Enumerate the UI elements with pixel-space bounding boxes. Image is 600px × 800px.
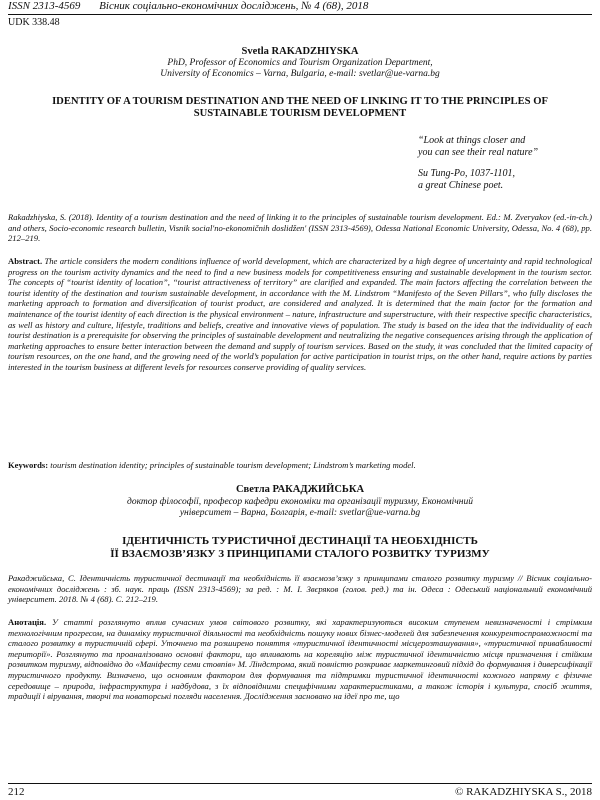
author-affiliation-en bbox=[8, 58, 592, 80]
paper-title-en: IDENTITY OF A TOURISM DESTINATION AND THE NEED OF LINKING IT TO THE PRINCIPLES OF SUSTAINABLE TOURISM DEVELOPMENT bbox=[52, 96, 548, 119]
epigraph bbox=[418, 135, 598, 201]
citation-ua: Ракаджийська, С. Ідентичність туристичної дестинації та необхідність її взаємозв’язку з принципами сталого розвитку туризму // Вісник соціально-економічних досліджень : зб. наук. праць (ISSN 2313-4569); за ред. : М. І. Звєряков (голов. ред.) та ін. Одеса : Одеський національний економічний університет. 2018. № 4 (68). С. 212–219. bbox=[8, 573, 592, 605]
abstract-en bbox=[8, 256, 592, 373]
citation-en: Rakadzhiyska, S. (2018). Identity of a tourism destination and the need of linking it to the principles of sustainable tourism development. Ed.: M. Zveryakov (ed.-in-ch.) and others, Socio-economic research bulletin, Visnik social'no-ekonomičnih doslidžen' (ISSN 2313-4569), Odessa National Economic University, Odessa, No. 4 (68), pp. 212–219. bbox=[8, 212, 592, 243]
abstract-text-en: The article considers the modern conditions influence of world development, which are characterized by a high degree of uncertainty and rapid technological progress on the tourism activity dynamics and the need to find a new business models for competitiveness ensuring and sustainable development in the tourism sector. The concepts of “tourist identity of location”, “tourist attractiveness of territory” are clarified and expanded. The main factors affecting the correlation between the tourist identity of the destination and tourism sustainable development, in accordance with the M. Lindstrom “Manifesto of the Seven Pillars”, who fully discloses the marketing approach to formation and diversification of tourist product, are considered and analyzed. It is determined that the main factor for the formation and maintenance of the tourist identity of each direction is the physical environment – nature, infrastructure and superstructure, with their respective specific characteristics, as well as history and culture, lifestyle, traditions and beliefs, creative and innovative views of population. The study is based on the idea that the individuality of each tourist destination is a prerequisite for observing the principles of sustainable development and neutralizing the negative consequences arising through the application of marketing approaches to ensure better interaction between the demand and supply of tourism services. Based on the study, it was concluded that the limited capacity of tourism resources, on the one hand, and the growing need of the world’s population for active participation in tourist trips, on the other hand, require actions by parties interested in the tourism business at different levels for resources conserve providing of quality services. bbox=[8, 256, 592, 372]
issn: ISSN 2313-4569 bbox=[8, 0, 81, 12]
ua-title-line-2: ЇЇ ВЗАЄМОЗВ’ЯЗКУ З ПРИНЦИПАМИ СТАЛОГО РОЗВИТКУ ТУРИЗМУ bbox=[110, 547, 490, 560]
paper-title-ua bbox=[18, 535, 582, 560]
ua-affiliation-line-2: університет – Варна, Болгарія, e-mail: svetlar@ue-varna.bg bbox=[179, 508, 421, 518]
keywords-label: Keywords: bbox=[8, 460, 49, 470]
author-name-ua: Светла РАКАДЖИЙСЬКА bbox=[235, 484, 365, 495]
abstract-text-ua: У статті розглянуто вплив сучасних умов світового розвитку, які характеризуються високим ступенем невизначеності і стрімким технологічним прогресом, на динаміку туристичної діяльності та необхідність пошуку нових бізнес-моделей для забезпечення конкурентоспроможності та сталого розвитку в туристичній сфері. Уточнено та розширено поняття «туристичної ідентичності місцерозташування», «туристичної привабливості території». Розглянуто та проаналізовано основні фактори, що впливають на кореляцію між туристичної ідентичністю місця призначення і стійким розвитком туризму, відповідно до «Маніфесту семи стовпів» М. Ліндстрома, який повністю розкриває маркетинговий підхід до формування і диверсифікації туристичного продукту. Визначено, що основним фактором для формування та підтримки туристичної ідентичності кожного напряму є фізичне середовище – природа, інфраструктура і надбудова, з їх відповідними специфічними характеристиками, а також історія і культура, спосіб життя, традиції і вірування, творчі та новаторські погляди населення. Дослідження засновано на ідеї про те, що bbox=[8, 617, 592, 702]
author-name-en: Svetla RAKADZHIYSKA bbox=[241, 46, 359, 57]
journal-name: Вісник соціально-економічних досліджень, № 4 (68), 2018 bbox=[99, 0, 369, 12]
affiliation-line-1: PhD, Professor of Economics and Tourism Organization Department, bbox=[167, 58, 433, 68]
epigraph-attribution-1: Su Tung-Po, 1037-1101, bbox=[418, 168, 516, 179]
page-footer bbox=[8, 783, 592, 800]
ua-title-line-1: ІДЕНТИЧНІСТЬ ТУРИСТИЧНОЇ ДЕСТИНАЦІЇ ТА НЕОБХІДНІСТЬ bbox=[122, 535, 478, 547]
epigraph-quote-1: “Look at things closer and bbox=[418, 135, 526, 146]
keywords-text: tourism destination identity; principles of sustainable tourism development; Lindstrom’s marketing model. bbox=[50, 460, 416, 470]
abstract-label-en: Abstract. bbox=[8, 256, 43, 266]
abstract-label-ua: Анотація. bbox=[8, 617, 47, 627]
page-number: 212 bbox=[8, 786, 25, 798]
ua-affiliation-line-1: доктор філософії, професор кафедри економіки та організації туризму, Економічний bbox=[127, 497, 473, 507]
affiliation-line-2: University of Economics – Varna, Bulgaria, e-mail: svetlar@ue-varna.bg bbox=[160, 69, 440, 79]
keywords bbox=[8, 460, 592, 471]
author-affiliation-ua bbox=[8, 497, 592, 519]
epigraph-quote-2: you can see their real nature” bbox=[418, 147, 539, 158]
udk-code: UDK 338.48 bbox=[8, 17, 60, 28]
copyright: © RAKADZHIYSKA S., 2018 bbox=[454, 786, 592, 798]
epigraph-attribution-2: a great Chinese poet. bbox=[418, 180, 504, 191]
paper-page bbox=[8, 0, 592, 800]
running-header bbox=[8, 0, 592, 15]
abstract-ua bbox=[8, 617, 592, 702]
